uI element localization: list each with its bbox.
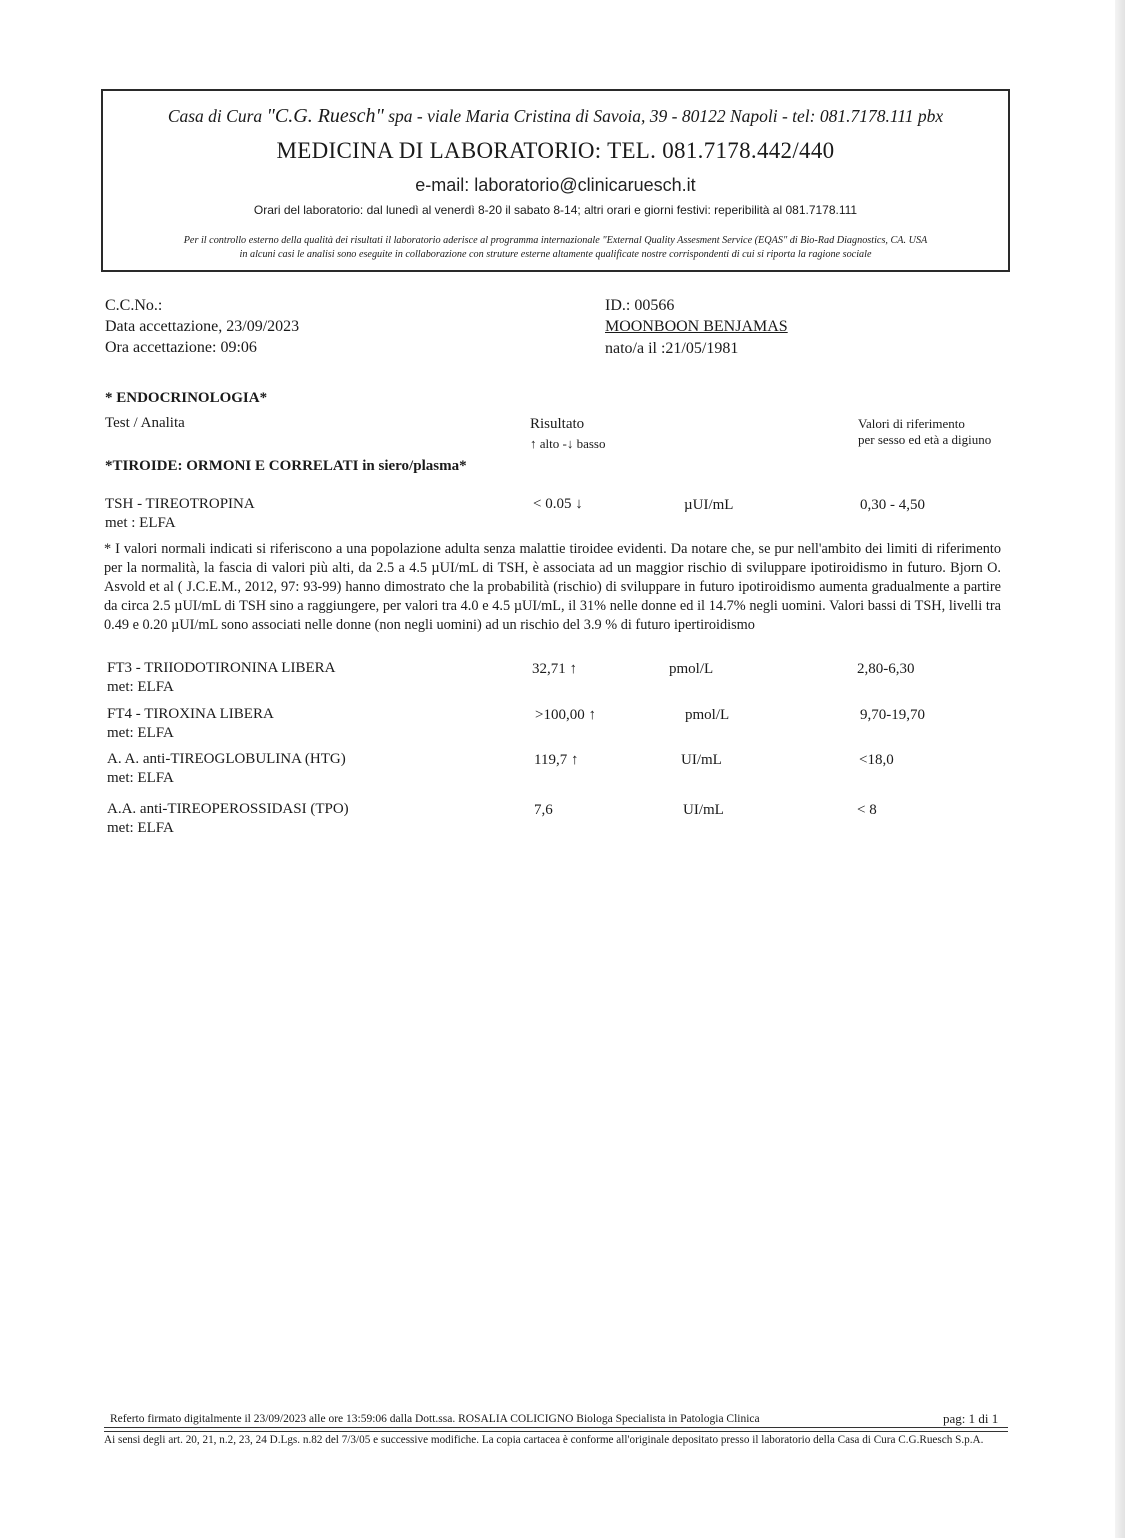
ft3-unit: pmol/L (669, 661, 714, 677)
tpo-reference: < 8 (857, 802, 877, 818)
clinic-prefix: Casa di Cura (167, 106, 267, 126)
tsh-method: met : ELFA (105, 515, 176, 531)
ft4-result: >100,00 ↑ (535, 707, 596, 723)
page-edge-shadow (1115, 0, 1125, 1538)
group-title: *TIROIDE: ORMONI E CORRELATI in siero/plasma* (105, 458, 467, 474)
section-title: * ENDOCRINOLOGIA* (105, 390, 268, 406)
htg-unit: UI/mL (681, 752, 722, 768)
ft4-reference: 9,70-19,70 (860, 707, 925, 723)
footer-divider-bottom (104, 1431, 1008, 1432)
acceptance-date: Data accettazione, 23/09/2023 (105, 318, 300, 335)
col-result-header: Risultato (530, 416, 585, 432)
col-result-legend: ↑ alto -↓ basso (530, 436, 606, 451)
tsh-result: < 0.05 ↓ (533, 496, 583, 512)
page-number: pag: 1 di 1 (943, 1411, 999, 1426)
tpo-result: 7,6 (534, 802, 553, 818)
tsh-unit: µUI/mL (684, 497, 734, 513)
clinic-name: "C.G. Ruesch" (266, 105, 384, 127)
tsh-test-name: TSH - TIREOTROPINA (105, 496, 255, 512)
htg-test-name: A. A. anti-TIREOGLOBULINA (HTG) (107, 751, 346, 767)
quality-note-line1: Per il controllo esterno della qualità dei risultati il laboratorio aderisce al programma internazionale "External Quality Assesment Service (EQAS" di Bio-Rad Diagnostics, CA. USA (183, 235, 928, 246)
ft3-result: 32,71 ↑ (532, 661, 577, 677)
ft3-method: met: ELFA (107, 679, 174, 695)
lab-email: e-mail: laboratorio@clinicaruesch.it (415, 175, 696, 195)
cc-number: C.C.No.: (105, 297, 163, 314)
footer-divider-top (104, 1427, 1008, 1428)
lab-title: MEDICINA DI LABORATORIO: TEL. 081.7178.442/440 (276, 138, 835, 163)
clinic-suffix: spa - viale Maria Cristina di Savoia, 39 - 80122 Napoli - tel: 081.7178.111 pbx (383, 106, 944, 126)
digital-signature-note: Referto firmato digitalmente il 23/09/2023 alle ore 13:59:06 dalla Dott.ssa. ROSALIA COLICIGNO Biologa Specialista in Patologia Clinica (110, 1413, 760, 1425)
tpo-unit: UI/mL (683, 802, 724, 818)
lab-header-box (101, 89, 1010, 272)
tpo-test-name: A.A. anti-TIREOPEROSSIDASI (TPO) (107, 801, 349, 817)
patient-name: MOONBOON BENJAMAS (605, 318, 788, 335)
tpo-method: met: ELFA (107, 820, 174, 836)
tsh-reference-note: * I valori normali indicati si riferiscono a una popolazione adulta senza malattie tiroidee evidenti. Da notare che, se pur nell'ambito dei limiti di riferimento per la normalità, la fascia di valori più alti, da 2.5 a 4.5 µUI/mL di TSH, è associata ad un maggior rischio di sviluppare ipotiroidismo in futuro. Bjorn O. Asvold et al ( J.C.E.M., 2012, 97: 93-99) hanno dimostrato che la probabilità (rischio) di sviluppare in futuro ipotiroidismo aumenta gradualmente a partire da circa 2.5 µUI/mL di TSH sino a raggiungere, per valori tra 4.0 e 4.5 µUI/mL, il 31% nelle donne ed il 14.7% negli uomini. Valori bassi di TSH, livelli tra 0.49 e 0.20 µUI/mL sono associati nelle donne (non negli uomini) ad un rischio del 3.9 % di futuro ipertiroidismo (104, 541, 1001, 633)
col-test-header: Test / Analita (105, 415, 185, 431)
acceptance-time: Ora accettazione: 09:06 (105, 339, 257, 356)
col-ref-subheader: per sesso ed età a digiuno (858, 432, 992, 447)
htg-result: 119,7 ↑ (534, 752, 579, 768)
legal-notice: Ai sensi degli art. 20, 21, n.2, 23, 24 D.Lgs. n.82 del 7/3/05 e successive modifiche. La copia cartacea è conforme all'originale depositato presso il laboratorio della Casa di Cura C.G.Ruesch S.p.A. (104, 1434, 984, 1446)
htg-reference: <18,0 (859, 752, 894, 768)
ft3-test-name: FT3 - TRIIODOTIRONINA LIBERA (107, 660, 336, 676)
patient-birth: nato/a il :21/05/1981 (605, 340, 739, 357)
clinic-address (103, 105, 1008, 128)
ft4-test-name: FT4 - TIROXINA LIBERA (107, 706, 274, 722)
ft4-unit: pmol/L (685, 707, 730, 723)
lab-hours: Orari del laboratorio: dal lunedì al venerdì 8-20 il sabato 8-14; altri orari e giorni festivi: reperibilità al 081.7178.111 (253, 203, 858, 217)
ft4-method: met: ELFA (107, 725, 174, 741)
col-ref-header: Valori di riferimento (858, 416, 965, 431)
ft3-reference: 2,80-6,30 (857, 661, 915, 677)
patient-id: ID.: 00566 (605, 297, 675, 314)
htg-method: met: ELFA (107, 770, 174, 786)
tsh-reference: 0,30 - 4,50 (860, 497, 925, 513)
quality-note-line2: in alcuni casi le analisi sono eseguite in collaborazione con struture esterne altamente qualificate nostre corrispondenti di cui si riporta la ragione sociale (239, 249, 872, 260)
